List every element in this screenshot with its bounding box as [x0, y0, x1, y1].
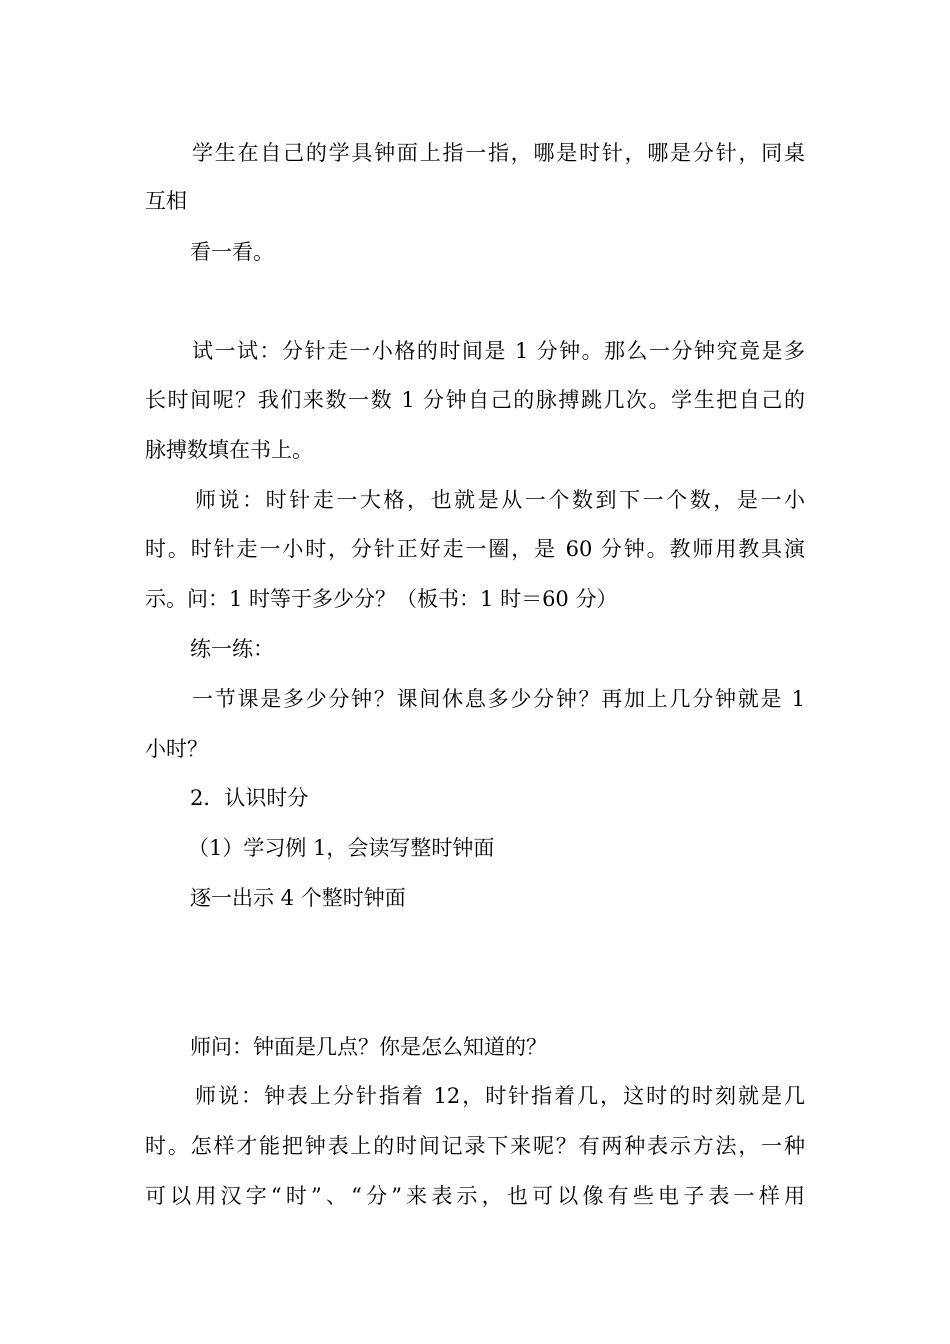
text-line-19: 可以用汉字“时”、“分”来表示，也可以像有些电子表一样用 — [145, 1184, 805, 1208]
text-line-4: 试一试：分针走一小格的时间是 1 分钟。那么一分钟究竟是多 — [192, 339, 805, 363]
text-line-8: 时。时针走一小时，分针正好走一圈，是 60 分钟。教师用教具演 — [145, 537, 805, 561]
text-line-2: 互相 — [145, 189, 187, 213]
text-line-12: 小时？ — [145, 737, 208, 761]
text-line-17: 师说：钟表上分针指着 12，时针指着几，这时的时刻就是几 — [195, 1084, 805, 1108]
text-line-7: 师说：时针走一大格，也就是从一个数到下一个数，是一小 — [195, 488, 805, 512]
text-line-14: （1）学习例 1，会读写整时钟面 — [188, 836, 495, 860]
text-line-11: 一节课是多少分钟？课间休息多少分钟？再加上几分钟就是 1 — [192, 687, 805, 711]
text-line-15: 逐一出示 4 个整时钟面 — [190, 886, 406, 910]
text-line-6: 脉搏数填在书上。 — [145, 438, 313, 462]
text-line-13: 2．认识时分 — [190, 786, 309, 810]
text-line-3: 看一看。 — [190, 240, 274, 264]
text-line-5: 长时间呢？我们来数一数 1 分钟自己的脉搏跳几次。学生把自己的 — [145, 388, 805, 412]
text-line-1: 学生在自己的学具钟面上指一指，哪是时针，哪是分针，同桌 — [192, 141, 805, 165]
text-line-18: 时。怎样才能把钟表上的时间记录下来呢？有两种表示方法，一种 — [145, 1134, 805, 1158]
text-line-10: 练一练： — [190, 637, 274, 661]
text-line-9: 示。问：1 时等于多少分？（板书：1 时＝60 分） — [145, 587, 618, 611]
text-line-16: 师问：钟面是几点？你是怎么知道的？ — [190, 1035, 547, 1059]
